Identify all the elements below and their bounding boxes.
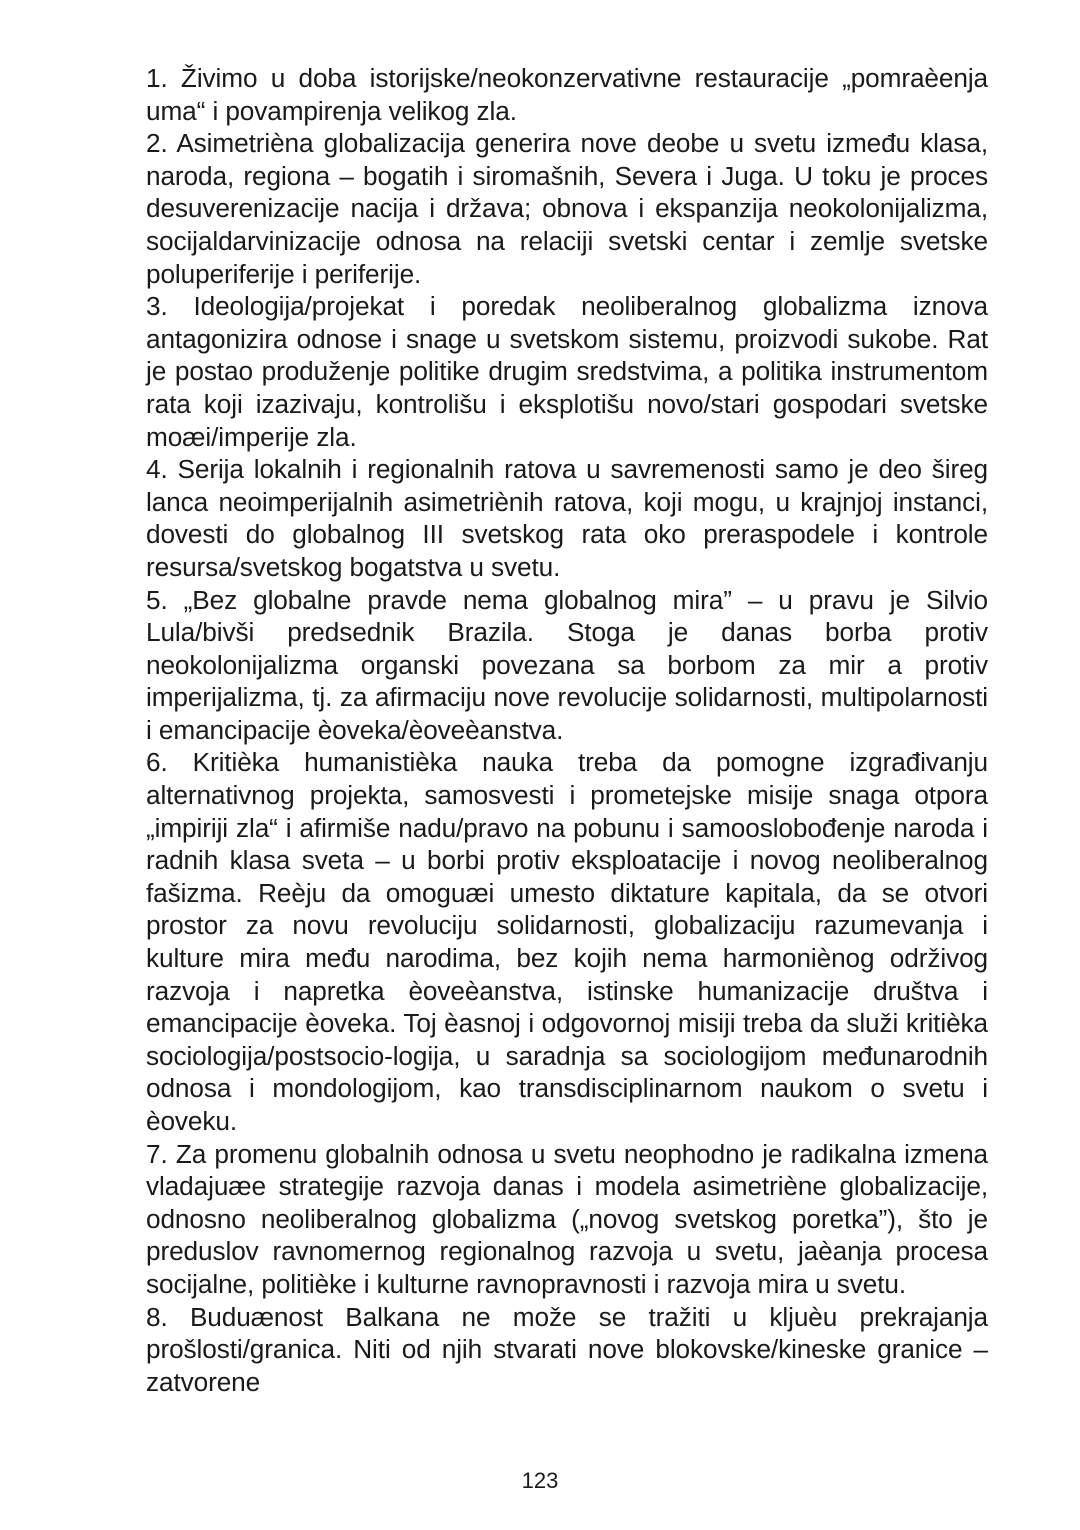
page-number: 123	[521, 1468, 559, 1493]
paragraph-1: 1. Živimo u doba istorijske/neokonzervativne restauracije „pomraèenja uma“ i povampirenja velikog zla.	[146, 63, 988, 126]
page-body	[146, 62, 988, 1398]
paragraph-5: 5. „Bez globalne pravde nema globalnog mira” – u pravu je Silvio Lula/bivši predsednik Brazila. Stoga je danas borba protiv neokolonijalizma organski povezana sa borbom za mir a protiv imperijalizma, tj. za afirmaciju nove revolucije solidarnosti, multipolarnosti i emancipacije èoveka/èoveèanstva.	[146, 584, 988, 745]
paragraph-8: 8. Buduænost Balkana ne može se tražiti u kljuèu prekrajanja prošlosti/granica. Niti od njih stvarati nove blokovske/kineske granice – zatvorene	[146, 1301, 988, 1397]
paragraph-3: 3. Ideologija/projekat i poredak neoliberalnog globalizma iznova antagonizira odnose i snage u svetskom sistemu, proizvodi sukobe. Rat je postao produženje politike drugim sredstvima, a politika instrumentom rata koji izazivaju, kontrolišu i eksplotišu novo/stari gospodari svetske moæi/imperije zla.	[146, 291, 988, 452]
paragraph-6: 6. Kritièka humanistièka nauka treba da pomogne izgrađivanju alternativnog projekta, samosvesti i prometejske misije snaga otpora „impiriji zla“ i afirmiše nadu/pravo na pobunu i samooslobođenje naroda i radnih klasa sveta – u borbi protiv eksploatacije i novog neoliberalnog fašizma. Reèju da omoguæi umesto diktature kapitala, da se otvori prostor za novu revoluciju solidarnosti, globalizaciju razumevanja i kulture mira među narodima, bez kojih nema harmoniènog održivog razvoja i napretka èoveèanstva, istinske humanizacije društva i emancipacije èoveka. Toj èasnoj i odgovornoj misiji treba da služi kritièka sociologija/postsocio-logija, u saradnja sa sociologijom međunarodnih odnosa i mondologijom, kao transdisciplinarnom naukom o svetu i èoveku.	[146, 747, 988, 1136]
paragraph-7: 7. Za promenu globalnih odnosa u svetu neophodno je radikalna izmena vladajuæe strategije razvoja danas i modela asimetriène globalizacije, odnosno neoliberalnog globalizma („novog svetskog poretka”), što je preduslov ravnomernog regionalnog razvoja u svetu, jaèanja procesa socijalne, politièke i kulturne ravnopravnosti i razvoja mira u svetu.	[146, 1138, 988, 1299]
paragraph-2: 2. Asimetrièna globalizacija generira nove deobe u svetu između klasa, naroda, regiona – bogatih i siromašnih, Severa i Juga. U toku je proces desuverenizacije nacija i država; obnova i ekspanzija neokolonijalizma, socijaldarvinizacije odnosa na relaciji svetski centar i zemlje svetske poluperiferije i periferije.	[146, 128, 988, 289]
paragraph-4: 4. Serija lokalnih i regionalnih ratova u savremenosti samo je deo šireg lanca neoimperijalnih asimetriènih ratova, koji mogu, u krajnjoj instanci, dovesti do globalnog III svetskog rata oko preraspodele i kontrole resursa/svetskog bogatstva u svetu.	[146, 454, 988, 582]
